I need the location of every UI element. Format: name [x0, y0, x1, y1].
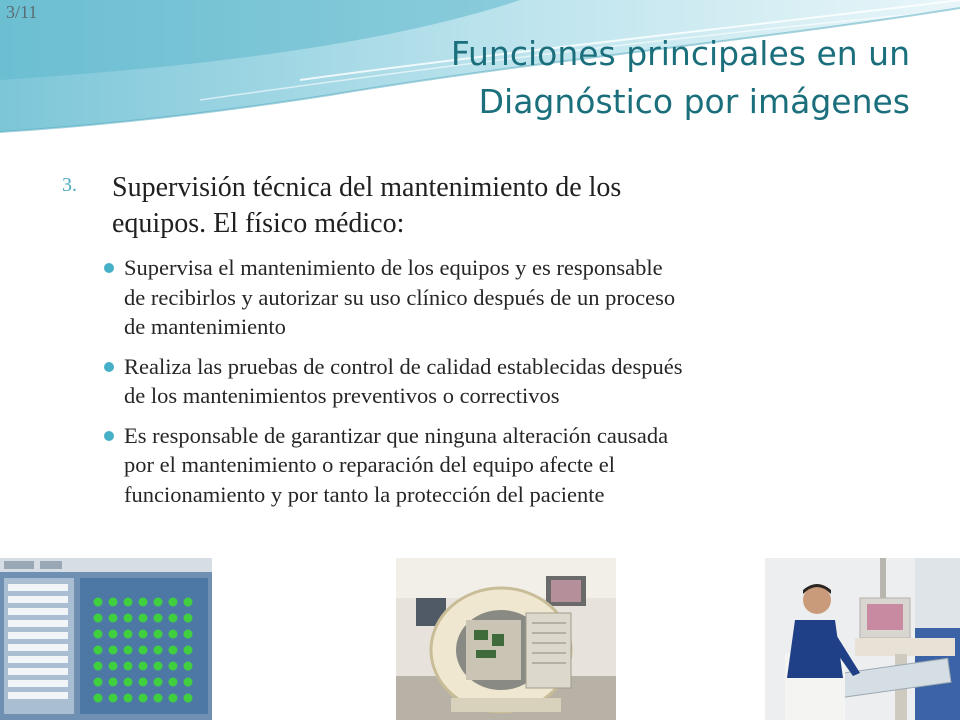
point-text-line-1: Supervisión técnica del mantenimiento de los	[112, 172, 622, 203]
slide-title-line-2: Diagnóstico por imágenes	[478, 82, 910, 121]
bullet-line: Supervisa el mantenimiento de los equipos y es responsable	[124, 255, 663, 280]
bullet-item	[102, 253, 892, 342]
equipment-maintenance-photo	[396, 558, 616, 720]
point-text-line-2: equipos. El físico médico:	[112, 208, 405, 239]
technician-xray-photo	[765, 558, 960, 720]
control-panel-screenshot-image	[0, 558, 212, 720]
bullet-line: Realiza las pruebas de control de calidad establecidas después	[124, 353, 683, 379]
bullet-dot-icon	[104, 263, 114, 273]
bullet-line: de recibirlos y autorizar su uso clínico después de un proceso	[124, 284, 676, 310]
bullet-line: funcionamiento y por tanto la protección del paciente	[124, 481, 605, 507]
bullet-line: de mantenimiento	[124, 314, 286, 339]
bullet-item	[102, 352, 892, 411]
bullet-line: de los mantenimientos preventivos o correctivos	[124, 383, 560, 408]
bullet-list	[102, 253, 892, 519]
bullet-line: por el mantenimiento o reparación del equipo afecte el	[124, 452, 616, 477]
bullet-dot-icon	[104, 431, 114, 441]
slide-number: 3/11	[6, 2, 38, 22]
bullet-dot-icon	[104, 362, 114, 372]
bullet-line: Es responsable de garantizar que ninguna alteración causada	[124, 422, 669, 448]
bullet-item	[102, 421, 892, 510]
point-text	[112, 170, 872, 242]
point-number: 3.	[62, 174, 77, 196]
slide-title-line-1: Funciones principales en un	[450, 34, 910, 73]
slide-title	[150, 30, 910, 126]
